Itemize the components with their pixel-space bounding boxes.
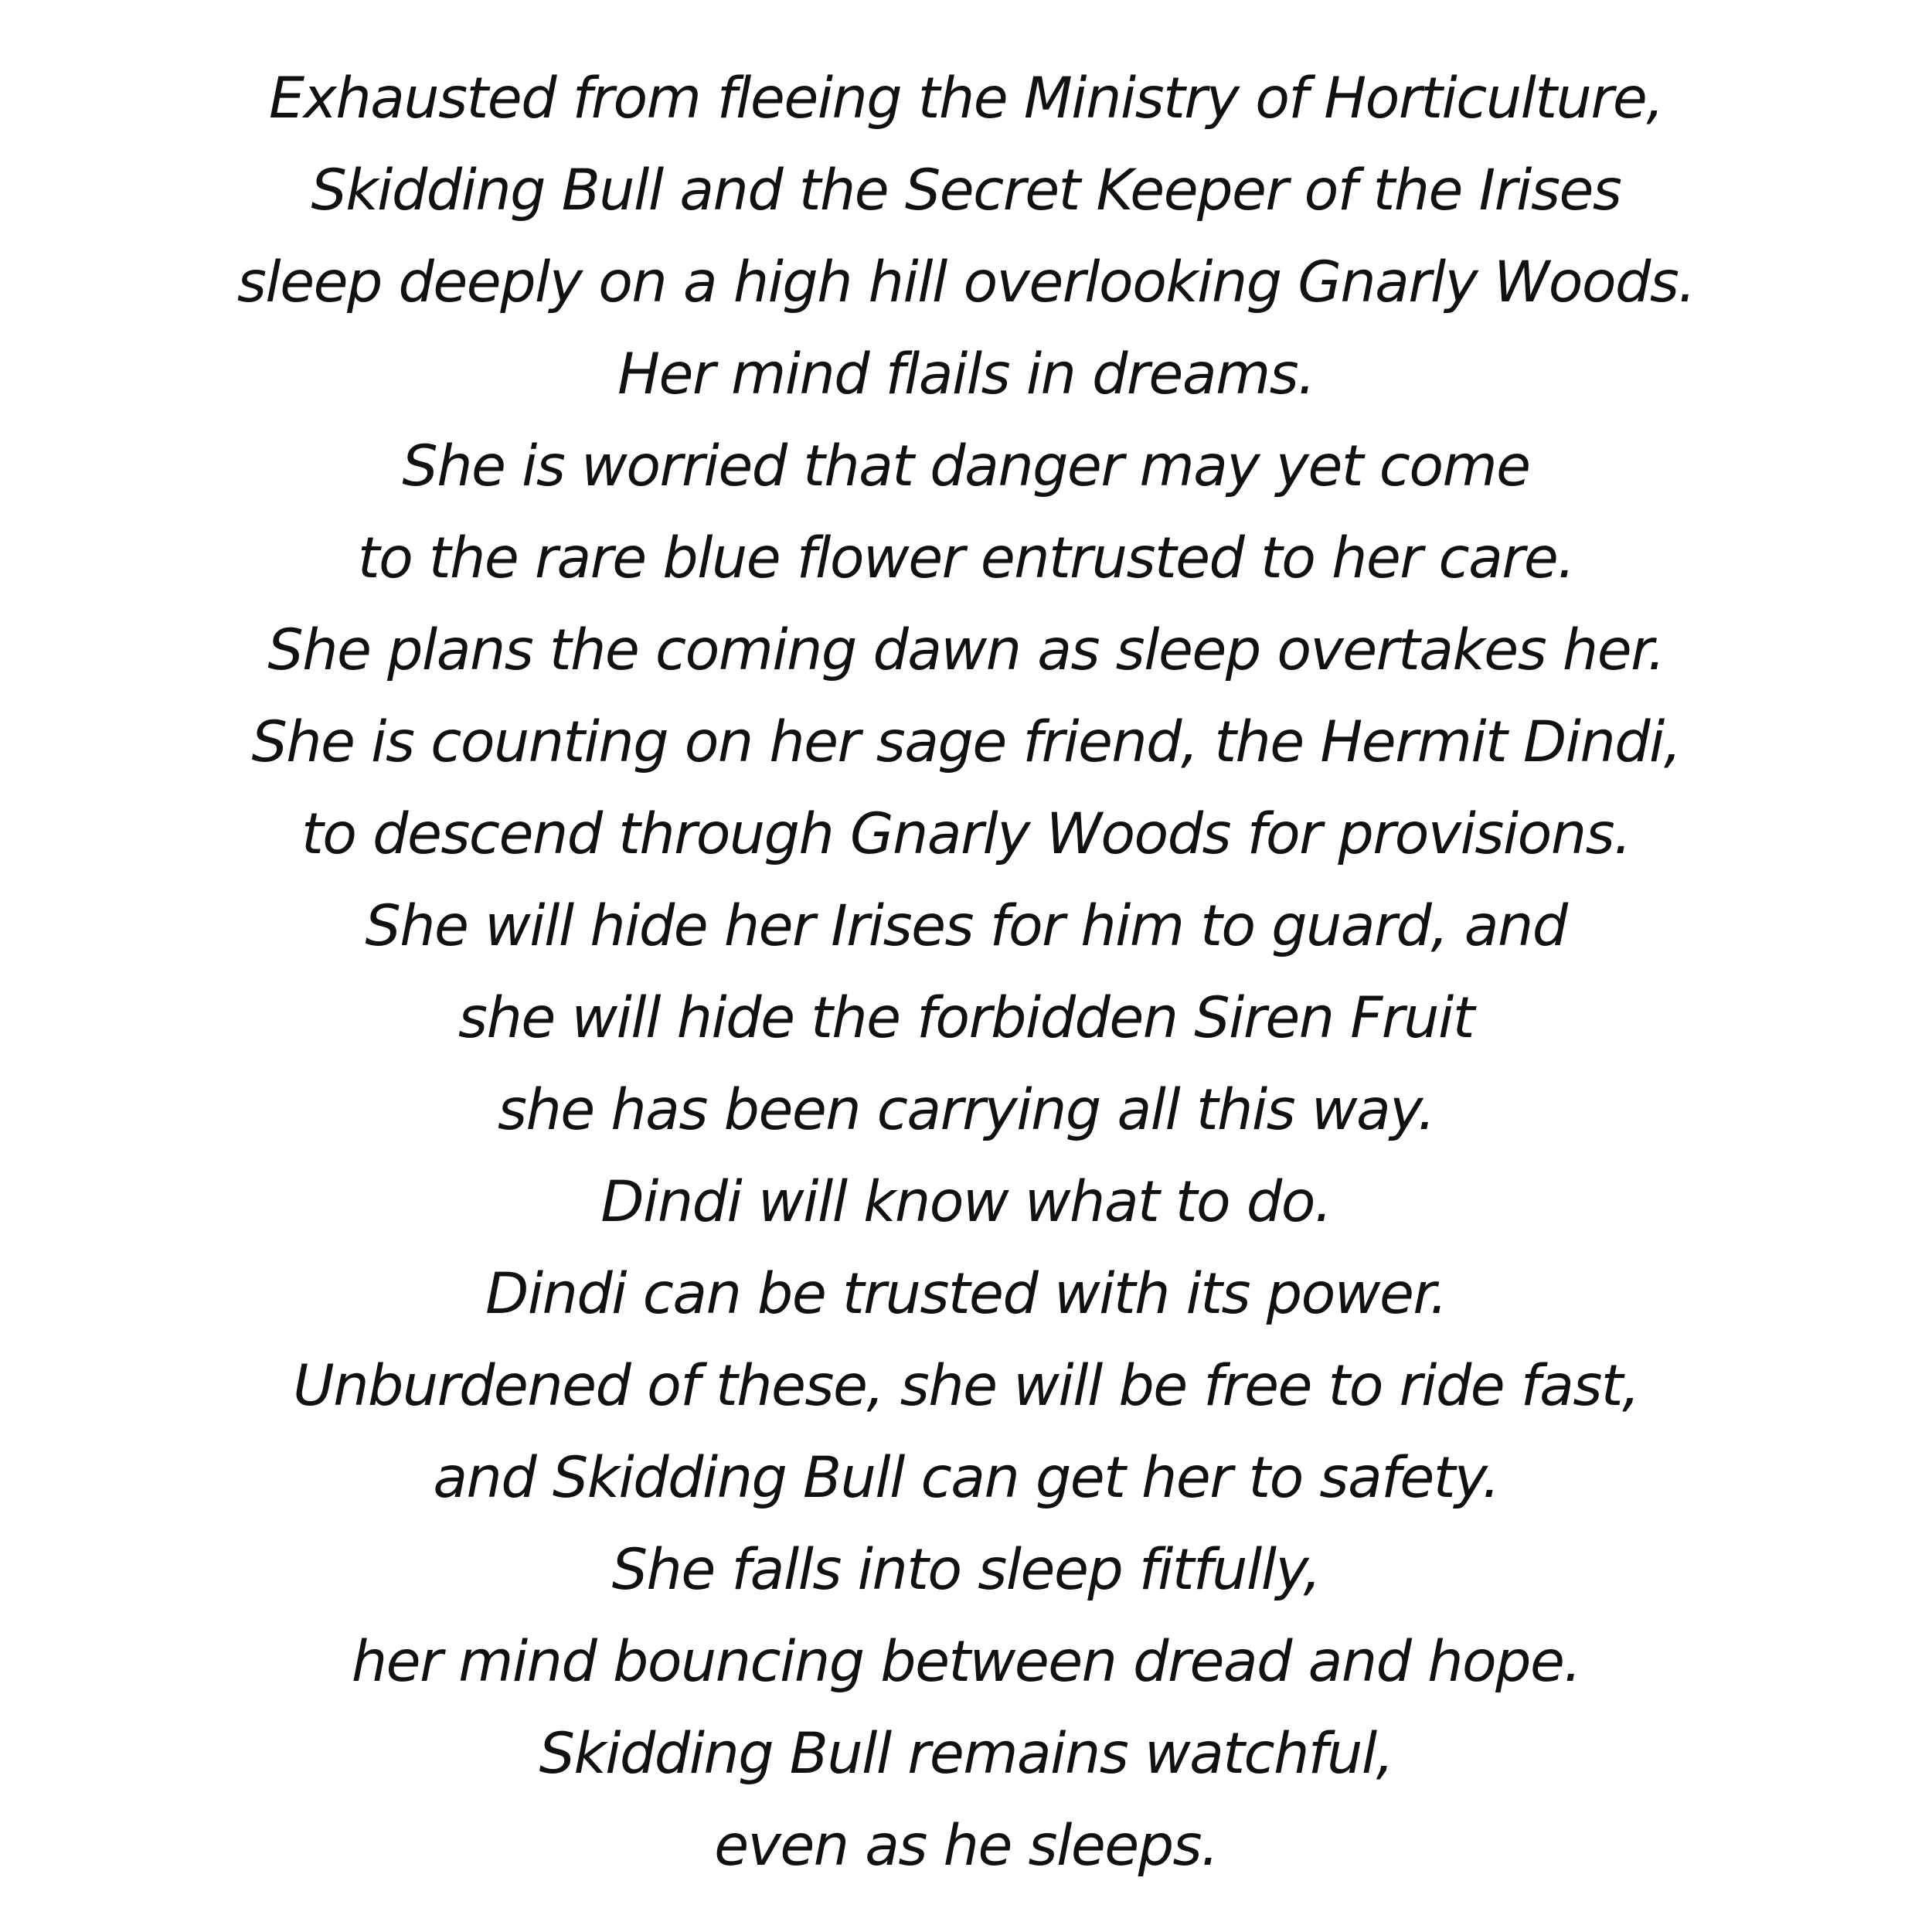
poem-line: her mind bouncing between dread and hope. [351,1629,1581,1695]
poem-line: she will hide the forbidden Siren Fruit [458,985,1474,1051]
poem-line: Skidding Bull remains watchful, [539,1721,1393,1787]
poem-line: sleep deeply on a high hill overlooking Gnarly Woods. [236,250,1696,315]
poem-line: and Skidding Bull can get her to safety. [433,1445,1499,1511]
poem-line: Dindi can be trusted with its power. [485,1261,1447,1327]
poem-text [0,53,1932,1892]
poem-line: to the rare blue flower entrusted to her care. [358,526,1574,591]
poem-line: Her mind flails in dreams. [617,342,1315,407]
poem-line: to descend through Gnarly Woods for provisions. [301,801,1631,867]
poem-line: Unburdened of these, she will be free to ride fast, [293,1353,1639,1419]
poem-line: She is worried that danger may yet come [402,434,1530,499]
poem-line: Skidding Bull and the Secret Keeper of the Irises [311,158,1621,223]
poem-line: Exhausted from fleeing the Ministry of Horticulture, [269,66,1663,131]
poem-line: Dindi will know what to do. [600,1169,1332,1235]
poem-line: even as he sleeps. [714,1813,1218,1879]
poem-line: She will hide her Irises for him to guard, and [365,893,1567,959]
poem-line: She falls into sleep fitfully, [611,1537,1321,1603]
poem-line: she has been carrying all this way. [497,1077,1435,1143]
poem-line: She plans the coming dawn as sleep overtakes her. [267,617,1665,683]
poem-line: She is counting on her sage friend, the Hermit Dindi, [251,709,1681,775]
